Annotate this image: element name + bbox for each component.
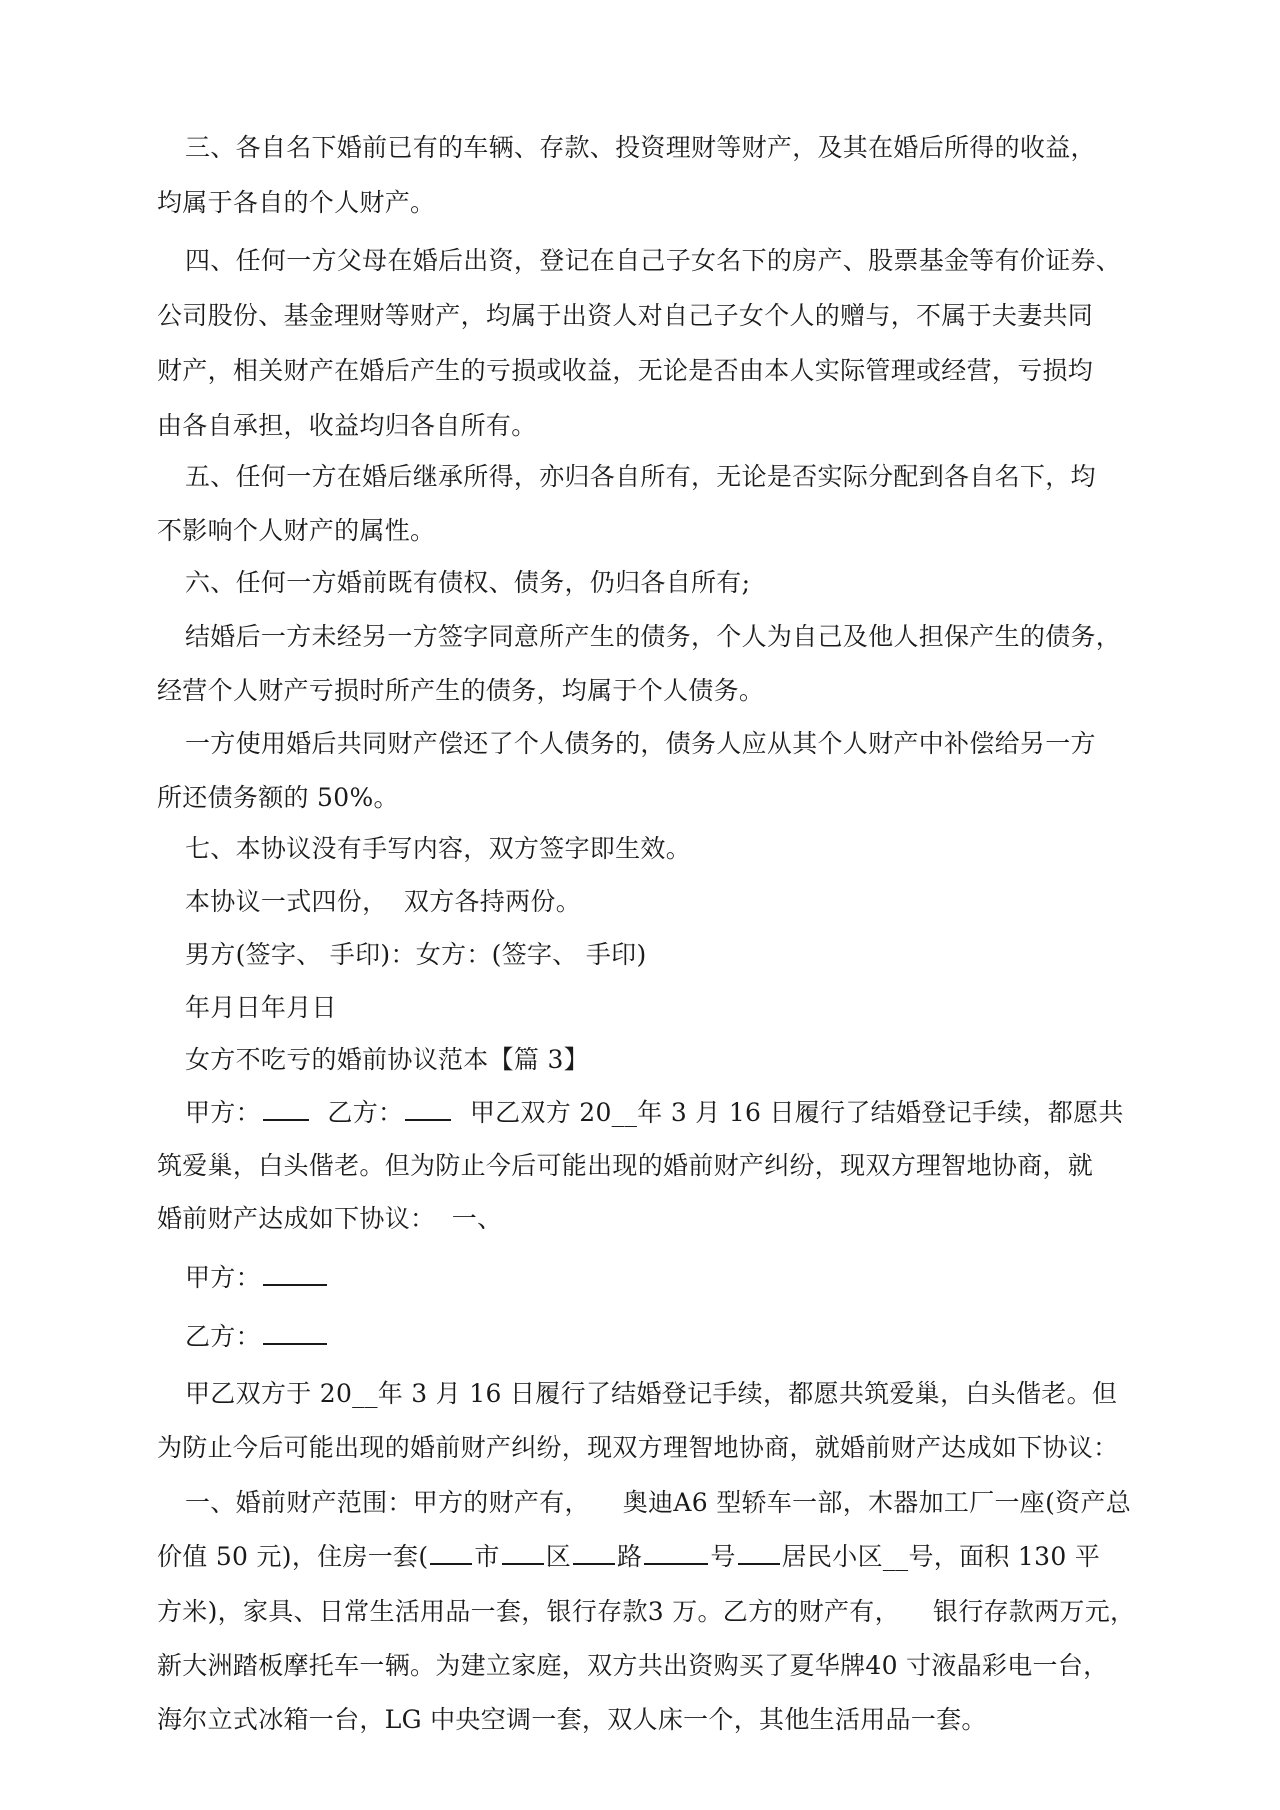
- scope-line4: 新大洲踏板摩托车一辆。为建立家庭，双方共出资购买了夏华牌40 寸液晶彩电一台，: [157, 1651, 1109, 1680]
- section3-line1: 三、各自名下婚前已有的车辆、存款、投资理财等财产，及其在婚后所得的收益，: [185, 133, 1096, 162]
- number-label: 号: [710, 1542, 736, 1571]
- section6-line2: 结婚后一方未经另一方签字同意所产生的债务，个人为自己及他人担保产生的债务，: [185, 622, 1122, 651]
- intro-party-b-label: 乙方：: [327, 1098, 404, 1127]
- scope-line3: 方米)，家具、日常生活用品一套，银行存款3 万。乙方的财产有， 银行存款两万元，: [157, 1597, 1136, 1626]
- section6-line3: 经营个人财产亏损时所产生的债务，均属于个人债务。: [157, 676, 765, 705]
- section5-line2: 不影响个人财产的属性。: [157, 516, 436, 545]
- scope-line2-start: 价值 50 元)，住房一套(: [157, 1542, 429, 1571]
- section4-line3: 财产，相关财产在婚后产生的亏损或收益，无论是否由本人实际管理或经营，亏损均: [157, 356, 1094, 385]
- intro-party-a-label: 甲方：: [185, 1098, 261, 1127]
- article3-body-line2: 为防止今后可能出现的婚前财产纠纷，现双方理智地协商，就婚前财产达成如下协议：: [157, 1433, 1119, 1462]
- road-blank: [573, 1543, 615, 1565]
- intro-rest: 甲乙双方 20__年 3 月 16 日履行了结婚登记手续，都愿共: [469, 1098, 1124, 1127]
- section6-line5: 所还债务额的 50%。: [157, 783, 399, 812]
- article3-intro-line2: 筑爱巢，白头偕老。但为防止今后可能出现的婚前财产纠纷，现双方理智地协商，就: [157, 1151, 1094, 1180]
- party-a-blank: [263, 1099, 309, 1121]
- city-label: 市: [474, 1542, 500, 1571]
- article3-intro-line1: [185, 1097, 1124, 1129]
- section6-line1: 六、任何一方婚前既有债权、债务，仍归各自所有;: [185, 568, 751, 597]
- party-b-line: [185, 1321, 329, 1353]
- agreement-copies: 本协议一式四份， 双方各持两份。: [185, 887, 581, 916]
- party-a-line: [185, 1262, 329, 1294]
- section7-line1: 七、本协议没有手写内容，双方签字即生效。: [185, 834, 692, 863]
- section4-line2: 公司股份、基金理财等财产，均属于出资人对自己子女个人的赠与，不属于夫妻共同: [157, 301, 1094, 330]
- section4-line4: 由各自承担，收益均归各自所有。: [157, 411, 537, 440]
- section3-line2: 均属于各自的个人财产。: [157, 188, 436, 217]
- article3-intro-line3: 婚前财产达成如下协议： 一、: [157, 1204, 503, 1233]
- scope-line5: 海尔立式冰箱一台，LG 中央空调一套，双人床一个，其他生活用品一套。: [157, 1705, 987, 1734]
- party-a-name-blank: [263, 1264, 327, 1286]
- section5-line1: 五、任何一方在婚后继承所得，亦归各自所有，无论是否实际分配到各自名下，均: [185, 462, 1096, 491]
- article3-title: 女方不吃亏的婚前协议范本【篇 3】: [185, 1045, 589, 1074]
- party-b-blank: [405, 1099, 451, 1121]
- district-label: 区: [545, 1542, 572, 1571]
- party-b-label: 乙方：: [185, 1322, 261, 1351]
- scope-line2: [157, 1541, 1100, 1573]
- section6-line4: 一方使用婚后共同财产偿还了个人债务的，债务人应从其个人财产中补偿给另一方: [185, 729, 1096, 758]
- party-a-label: 甲方：: [185, 1263, 261, 1292]
- road-label: 路: [617, 1542, 643, 1571]
- party-b-name-blank: [263, 1323, 327, 1345]
- section4-line1: 四、任何一方父母在婚后出资，登记在自己子女名下的房产、股票基金等有价证券、: [185, 246, 1122, 275]
- signature-line: 男方(签字、 手印)：女方：(签字、 手印): [185, 940, 647, 969]
- article3-body-line1: 甲乙双方于 20__年 3 月 16 日履行了结婚登记手续，都愿共筑爱巢，白头偕老。但: [185, 1379, 1118, 1408]
- number-blank: [644, 1543, 708, 1565]
- scope-line2-end: 居民小区__号，面积 130 平: [781, 1542, 1101, 1571]
- scope-line1: 一、婚前财产范围：甲方的财产有， 奥迪A6 型轿车一部，木器加工厂一座(资产总: [185, 1488, 1132, 1517]
- city-blank: [430, 1543, 472, 1565]
- district-blank: [502, 1543, 544, 1565]
- community-blank: [738, 1543, 780, 1565]
- date-line: 年月日年月日: [185, 993, 337, 1022]
